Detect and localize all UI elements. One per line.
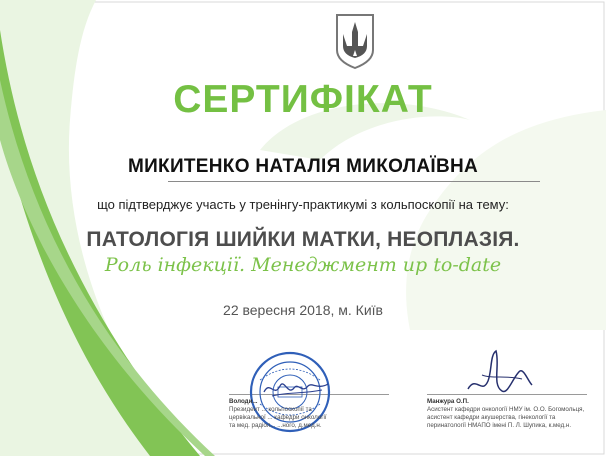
training-subtopic: Роль інфекції. Менеджмент up to-date [104, 254, 502, 276]
left-signatory-line2: цервікальної ... кафедри онкології [229, 414, 327, 421]
confirmation-text: що підтверджує участь у тренінгу-практикумі з кольпоскопії на тему: [97, 197, 509, 212]
right-signatory-line3: перинатології НМАПО імені П. Л. Шупика, к.мед.н. [427, 422, 572, 429]
ukraine-trident-icon [333, 12, 377, 70]
left-signatory-name: Володи... [229, 398, 258, 405]
recipient-name: МИКИТЕНКО НАТАЛІЯ МИКОЛАЇВНА [127, 156, 479, 177]
certificate-title: СЕРТИФІКАТ [173, 78, 433, 121]
training-topic: ПАТОЛОГІЯ ШИЙКИ МАТКИ, НЕОПЛАЗІЯ. [86, 228, 520, 251]
right-handwritten-signature [462, 345, 534, 401]
right-signatory-line1: Асистент кафедри онкології НМУ ім. О.О. Богомольця, [427, 406, 585, 413]
name-underline [168, 181, 540, 182]
date-and-place: 22 вересня 2018, м. Київ [223, 302, 383, 318]
left-signatory-line1: Президент ... кольпоскопії та [229, 406, 312, 413]
right-signatory [427, 398, 602, 430]
left-signatory-line3: та мед. радіол... ...ного, д.мед.н. [229, 422, 322, 429]
right-signatory-line2: асистент кафедри акушерства, гінекології та [427, 414, 556, 421]
left-signatory [229, 398, 404, 430]
right-signatory-name: Манжура О.П. [427, 398, 469, 405]
